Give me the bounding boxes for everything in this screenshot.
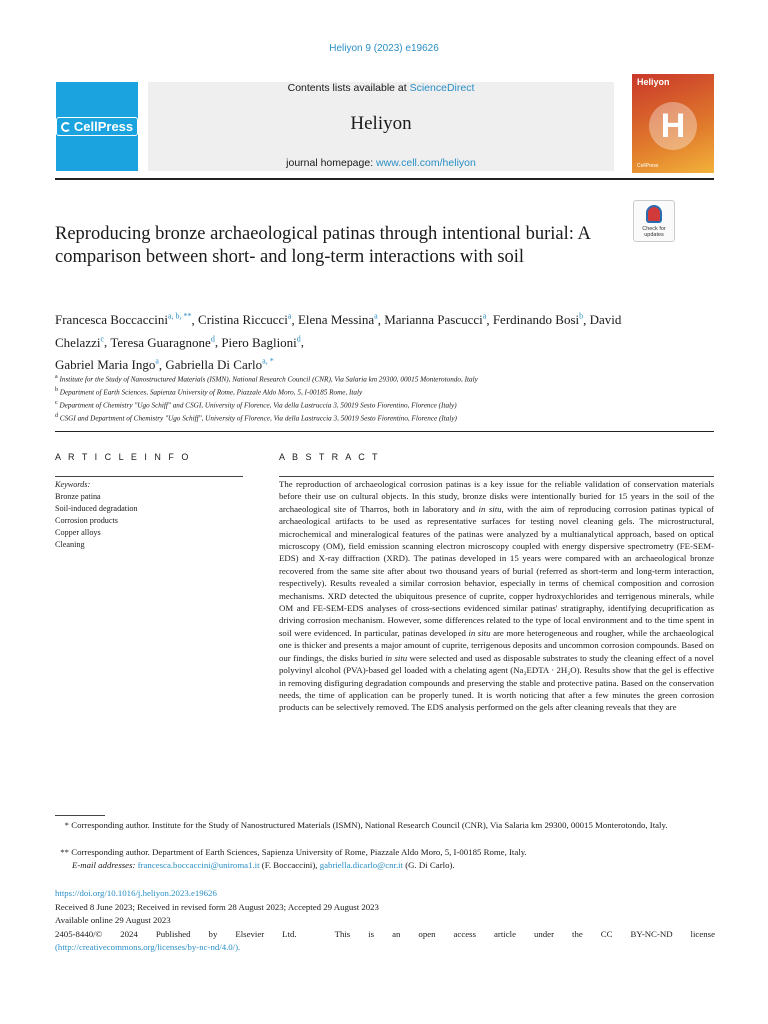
cellpress-logo[interactable] — [56, 82, 138, 171]
keyword: Copper alloys — [55, 528, 101, 537]
affiliations — [55, 372, 715, 424]
article-info-heading: A R T I C L E I N F O — [55, 452, 191, 462]
author[interactable]: Marianna Pascucci$^a$ — [384, 312, 487, 328]
license-line: 2405-8440/© 2024 Published by Elsevier Ltd. This is an open access article under the CC BY-NC-ND license — [55, 929, 715, 939]
email-label: E-mail addresses: — [72, 860, 136, 870]
cellpress-logo-text: CellPress — [73, 119, 134, 134]
sciencedirect-link[interactable]: ScienceDirect — [409, 82, 475, 94]
received-dates: Received 8 June 2023; Received in revised form 28 August 2023; Accepted 29 August 2023 — [55, 902, 379, 912]
affiliation: $^d$ CSGI and Department of Chemistry "Ugo Schiff", University of Florence, Via della Lastruccia 3, 50019 Sesto Fiorentino, Florence (Italy) — [55, 412, 457, 423]
cover-title: Heliyon — [637, 77, 670, 87]
author[interactable]: Ferdinando Bosi$^b$ — [492, 312, 584, 328]
badge-text: Check for updates — [642, 226, 666, 238]
license-link[interactable]: (http://creativecommons.org/licenses/by-nc-nd/4.0/). — [55, 942, 241, 952]
author[interactable]: Gabriella Di Carlo$^{a, *}$ — [165, 356, 274, 372]
email-link-dicarlo[interactable]: gabriella.dicarlo@cnr.it — [319, 860, 404, 870]
author[interactable]: David Chelazzi$^c$ — [55, 312, 622, 350]
footnote-rule — [55, 815, 105, 816]
author[interactable]: Francesca Boccaccini$^{a, b, **}$ — [55, 312, 192, 328]
article-info-rule — [55, 476, 243, 477]
author-list: Francesca Boccaccini$^{a, b, **}$, Cristina Riccucci$^a$, Elena Messina$^a$, Marianna Pascucci$^a$, Ferdinando Bosi$^b$, David Chelazzi$^c$, Teresa Guaragnone$^d$, Piero Baglioni$^d$, Gabriel Maria Ingo$^a$, Gabriella Di Carlo$^{a, *}$ — [55, 312, 622, 372]
cover-emblem — [649, 102, 697, 150]
homepage-link[interactable]: www.cell.com/heliyon — [376, 157, 476, 169]
journal-banner — [148, 82, 614, 171]
contents-prefix: Contents lists available at — [287, 82, 410, 94]
article-title: Reproducing bronze archaeological patinas through intentional burial: A comparison between short- and long-term interactions with soil — [55, 224, 590, 267]
doi-link[interactable]: https://doi.org/10.1016/j.heliyon.2023.e19626 — [55, 888, 217, 898]
cellpress-icon — [61, 122, 71, 132]
header-divider — [55, 178, 714, 180]
abstract-heading: A B S T R A C T — [279, 452, 381, 462]
author[interactable]: Elena Messina$^a$ — [297, 312, 378, 328]
available-online: Available online 29 August 2023 — [55, 915, 171, 925]
keyword: Bronze patina — [55, 492, 101, 501]
homepage-line — [148, 157, 614, 169]
footnote-emails: E-mail addresses: francesca.boccaccini@uniroma1.it (F. Boccaccini), gabriella.dicarlo@cnr.it (G. Di Carlo). — [72, 860, 455, 870]
contents-line — [148, 82, 614, 94]
email-link-boccaccini[interactable]: francesca.boccaccini@uniroma1.it — [137, 860, 260, 870]
keywords-label: Keywords: — [55, 480, 91, 489]
footnote-corresponding-1: * Corresponding author. Institute for the Study of Nanostructured Materials (ISMN), National Research Council (CNR), Via Salaria km 29300, 00015 Monterotondo, Italy. — [64, 820, 668, 830]
author[interactable]: Teresa Guaragnone$^d$ — [110, 334, 215, 350]
bookmark-icon — [646, 205, 662, 223]
cellpress-logo-mark — [56, 117, 138, 136]
check-for-updates-badge[interactable] — [633, 200, 675, 242]
abstract-rule — [279, 476, 714, 477]
cover-letter: H — [660, 106, 686, 145]
journal-name: Heliyon — [350, 113, 412, 134]
keyword: Soil-induced degradation — [55, 504, 138, 513]
cover-publisher: CellPress — [637, 163, 659, 169]
affiliations-divider — [55, 431, 714, 432]
keyword: Cleaning — [55, 540, 85, 549]
journal-cover[interactable] — [632, 74, 714, 173]
keywords — [55, 479, 245, 551]
keyword: Corrosion products — [55, 516, 118, 525]
affiliation: $^b$ Department of Earth Sciences, Sapienza University of Rome, Piazzale Aldo Moro, 5, I-00185 Rome, Italy — [55, 386, 363, 397]
author[interactable]: Cristina Riccucci$^a$ — [198, 312, 292, 328]
affiliation: $^a$ Institute for the Study of Nanostructured Materials (ISMN), National Research Council (CNR), Via Salaria km 29300, 00015 Monterotondo, Italy — [55, 374, 478, 384]
footnote-corresponding-2: ** Corresponding author. Department of Earth Sciences, Sapienza University of Rome, Piazzale Aldo Moro, 5, I-00185 Rome, Italy. — [60, 847, 527, 857]
homepage-prefix: journal homepage: — [286, 157, 377, 169]
affiliation: $^c$ Department of Chemistry "Ugo Schiff" and CSGI, University of Florence, Via della Lastruccia 3, 50019 Sesto Fiorentino, Florence (Italy) — [55, 399, 457, 410]
author[interactable]: Gabriel Maria Ingo$^a$ — [55, 356, 159, 372]
author[interactable]: Piero Baglioni$^d$ — [221, 334, 301, 350]
journal-citation[interactable]: Heliyon 9 (2023) e19626 — [329, 43, 439, 54]
abstract-body: The reproduction of archaeological corrosion patinas is a key issue for the reliable validation of conservation materials before their use on cultural objects. In this study, bronze disks were intentionally buried for 15 years in the soil of the archaeological site of Tharros, both in laboratory and in situ, with the aim of reproducing corrosion patinas typical of archaeological artifacts to be used as representative surfaces for testing novel cleaning gels. The microstructural, microchemical and mineralogical features of the patinas were analyzed by a multianalytical approach, based on optical microscopy (OM), field emission scanning electron microscopy coupled with energy dispersive spectrometry (FE-SEM-EDS) and X-ray diffraction (XRD). The patinas developed in 15 years were compared with an archaeological bronze recovered from the same site after about two thousand years of burial (referred as short-term and long-term interaction, respectively). Results revealed a similar corrosion behavior, especially in terms of chemical composition and corrosion mechanisms. XRD detected the ubiquitous presence of cuprite, copper hydroxychlorides and terrigenous minerals, while OM and FE-SEM-EDS analyses of cross-sections evidenced similar patinas' stratigraphy, identifying decuprification as driving corrosion mechanism. However, some differences related to the type of local environment and to the time spent in soil were evidenced. In particular, patinas developed in situ are more heterogeneous and rougher, while the archaeological one is thicker and presents a major amount of cuprite, terrigenous deposits and uncommon corrosion compounds. Based on our findings, the disks buried in situ were selected and used as disposable substrates to study the cleaning effect of a novel polyvinyl alcohol (PVA)-based gel loaded with a chelating agent (Na₂EDTA · 2H₂O). Results show that the gel is effective in removing disfiguring degradation compounds and preserving the stable and protective patina. Based on the conservation needs, the time of application can be properly tuned. It is worth noticing that after a few minutes the green corrosion products can be selectively removed. The EDS analysis performed on the gels after cleaning reveals that they are — [279, 479, 714, 713]
